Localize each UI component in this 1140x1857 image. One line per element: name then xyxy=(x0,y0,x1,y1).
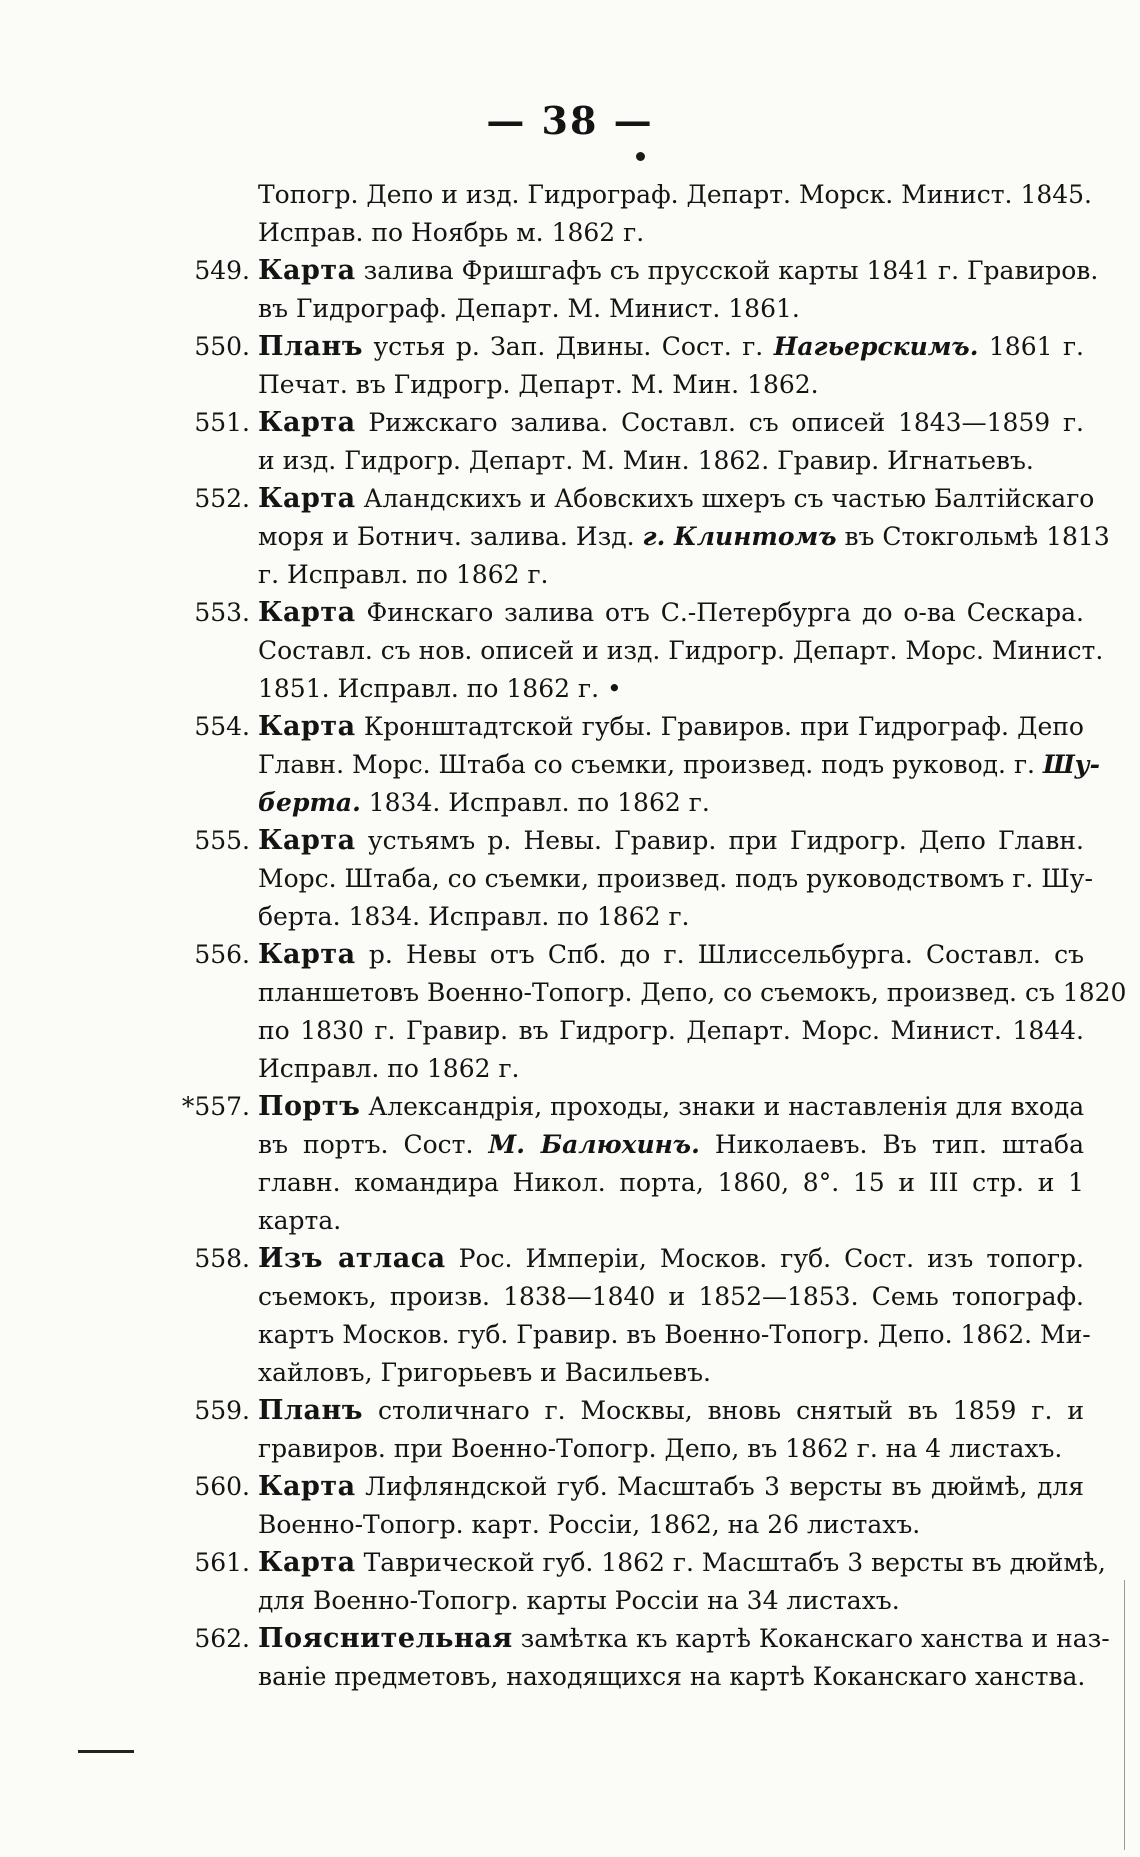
catalog-entry xyxy=(0,1620,1140,1696)
catalog-entry xyxy=(0,404,1140,480)
entry-lead-word: Карта xyxy=(258,939,356,970)
entry-number: 556. xyxy=(194,940,250,969)
entry-text: залива Фришгафъ съ прусской карты 1841 г. Гравиров. xyxy=(355,256,1099,285)
entry-text: главн. командира Никол. порта, 1860, 8°. 15 и III стр. и 1 xyxy=(258,1168,1084,1197)
entry-text: столичнаго г. Москвы, вновь снятый въ 1859 г. и xyxy=(363,1396,1084,1425)
entry-line xyxy=(258,1354,1084,1392)
entry-lead-word: Карта xyxy=(258,255,356,286)
entry-number: 552. xyxy=(194,484,250,513)
entry-number: *557. xyxy=(181,1092,250,1121)
entry-lead-word: Портъ xyxy=(258,1091,361,1122)
entry-text: 1851. Исправл. по 1862 г. • xyxy=(258,674,622,703)
entry-lead-word: Карта xyxy=(258,407,356,438)
entry-line xyxy=(258,746,1100,784)
entry-line xyxy=(258,1468,1084,1506)
entry-line xyxy=(258,860,1093,898)
entry-text: для Военно-Топогр. карты Россіи на 34 листахъ. xyxy=(258,1586,900,1615)
entry-text: въ Стокгольмѣ 1813 xyxy=(836,522,1110,551)
print-speck xyxy=(636,152,645,161)
entry-lead-word: Пояснительная xyxy=(258,1623,513,1654)
entry-line xyxy=(258,1392,1084,1430)
entry-text: замѣтка къ картѣ Коканскаго ханства и наз- xyxy=(512,1624,1110,1653)
entry-text: Кронштадтской губы. Гравиров. при Гидрограф. Депо xyxy=(355,712,1084,741)
entry-line xyxy=(258,1202,1084,1240)
entry-text: въ Гидрограф. Департ. М. Минист. 1861. xyxy=(258,294,800,323)
entry-text: Составл. съ нов. описей и изд. Гидрогр. Департ. Морс. Минист. xyxy=(258,636,1104,665)
entry-number: 559. xyxy=(194,1396,250,1425)
catalog-entry xyxy=(0,1392,1140,1468)
catalog-entry xyxy=(0,252,1140,328)
entry-lead-word: Карта xyxy=(258,597,356,628)
entry-line xyxy=(258,1012,1084,1050)
entry-text: Топогр. Депо и изд. Гидрограф. Департ. Морск. Минист. 1845. xyxy=(258,180,1093,209)
entry-line xyxy=(258,1088,1084,1126)
entry-line xyxy=(258,556,1084,594)
author-name: берта. xyxy=(258,788,361,817)
entry-line xyxy=(258,480,1095,518)
entry-text: Александрія, проходы, знаки и наставленія для входа xyxy=(360,1092,1085,1121)
author-name: г. Клинтомъ xyxy=(642,522,837,551)
entry-text: Исправ. по Ноябрь м. 1862 г. xyxy=(258,218,645,247)
entry-number: 555. xyxy=(194,826,250,855)
entry-text: Печат. въ Гидрогр. Департ. М. Мин. 1862. xyxy=(258,370,819,399)
entry-line xyxy=(258,328,1084,366)
entry-text: моря и Ботнич. залива. Изд. xyxy=(258,522,643,551)
entry-lead-word: Карта xyxy=(258,1547,356,1578)
entry-line xyxy=(258,176,1093,214)
catalog-entry xyxy=(0,328,1140,404)
catalog-entry xyxy=(0,1240,1140,1392)
entry-text: планшетовъ Военно-Топогр. Депо, со съемокъ, произвед. съ 1820 xyxy=(258,978,1127,1007)
entry-line xyxy=(258,518,1110,556)
entry-lead-word: Карта xyxy=(258,1471,356,1502)
entry-text: Главн. Морс. Штаба со съемки, произвед. подъ руковод. г. xyxy=(258,750,1043,779)
entry-text: съемокъ, произв. 1838—1840 и 1852—1853. Семь топограф. xyxy=(258,1282,1084,1311)
footer-rule xyxy=(78,1750,134,1753)
catalog-entry xyxy=(0,1468,1140,1544)
entry-text: Финскаго залива отъ С.-Петербурга до о-ва Сескара. xyxy=(355,598,1084,627)
entry-line xyxy=(258,822,1084,860)
entry-text: Военно-Топогр. карт. Россіи, 1862, на 26 листахъ. xyxy=(258,1510,921,1539)
entry-line xyxy=(258,1126,1084,1164)
entry-text: и изд. Гидрогр. Департ. М. Мин. 1862. Гравир. Игнатьевъ. xyxy=(258,446,1034,475)
entry-line xyxy=(258,1240,1084,1278)
entry-number: 561. xyxy=(194,1548,250,1577)
entry-line xyxy=(258,214,1084,252)
entry-lead-word: Планъ xyxy=(258,331,364,362)
entry-text: устья р. Зап. Двины. Сост. г. xyxy=(363,332,774,361)
entry-lead-word: Планъ xyxy=(258,1395,364,1426)
entry-lead-word: Изъ атласа xyxy=(258,1243,446,1274)
entry-number: 550. xyxy=(194,332,250,361)
entry-line xyxy=(258,784,1084,822)
entry-text: картъ Москов. губ. Гравир. въ Военно-Топогр. Депо. 1862. Ми- xyxy=(258,1320,1091,1349)
entry-line xyxy=(258,1620,1110,1658)
entry-line xyxy=(258,1164,1084,1202)
catalog-entry xyxy=(0,708,1140,822)
entry-text: Исправл. по 1862 г. xyxy=(258,1054,520,1083)
entry-line xyxy=(258,1050,1084,1088)
entry-text: гравиров. при Военно-Топогр. Депо, въ 1862 г. на 4 листахъ. xyxy=(258,1434,1063,1463)
entry-line xyxy=(258,1278,1084,1316)
entry-text: Николаевъ. Въ тип. штаба xyxy=(699,1130,1084,1159)
entry-line xyxy=(258,670,1084,708)
entry-text: р. Невы отъ Спб. до г. Шлиссельбурга. Составл. съ xyxy=(355,940,1084,969)
entry-number: 562. xyxy=(194,1624,250,1653)
author-name: М. Балюхинъ. xyxy=(488,1130,700,1159)
entry-text: Таврической губ. 1862 г. Масштабъ 3 версты въ дюймѣ, xyxy=(355,1548,1106,1577)
entry-line xyxy=(258,936,1084,974)
entry-line xyxy=(258,1506,1084,1544)
entry-line xyxy=(258,594,1084,632)
entry-lead-word: Карта xyxy=(258,825,356,856)
entry-line xyxy=(258,1544,1106,1582)
catalog-entry xyxy=(0,936,1140,1088)
entry-line xyxy=(258,1582,1084,1620)
entry-line xyxy=(258,974,1127,1012)
entry-line xyxy=(258,708,1084,746)
entry-text: 1861 г. xyxy=(978,332,1085,361)
author-name: Нагьерскимъ. xyxy=(773,332,979,361)
entry-line xyxy=(258,1658,1084,1696)
entry-text: Рижскаго залива. Составл. съ описей 1843—1859 г. xyxy=(355,408,1084,437)
entry-number: 549. xyxy=(194,256,250,285)
catalog-entry xyxy=(0,594,1140,708)
entry-text: г. Исправл. по 1862 г. xyxy=(258,560,549,589)
entry-line xyxy=(258,404,1084,442)
entry-lead-word: Карта xyxy=(258,483,356,514)
catalog-entry xyxy=(0,1544,1140,1620)
catalog-entry xyxy=(0,1088,1140,1240)
catalog-entry xyxy=(0,822,1140,936)
entry-text: Морс. Штаба, со съемки, произвед. подъ руководствомъ г. Шу- xyxy=(258,864,1093,893)
entry-line xyxy=(258,442,1084,480)
entry-text: берта. 1834. Исправл. по 1862 г. xyxy=(258,902,690,931)
catalog-entry xyxy=(0,480,1140,594)
page-number: — 38 — xyxy=(486,98,654,143)
entry-line xyxy=(258,252,1099,290)
entry-number: 560. xyxy=(194,1472,250,1501)
entry-text: по 1830 г. Гравир. въ Гидрогр. Департ. Морс. Минист. 1844. xyxy=(258,1016,1084,1045)
entry-line xyxy=(258,1430,1084,1468)
entry-text: 1834. Исправл. по 1862 г. xyxy=(360,788,710,817)
entry-line xyxy=(258,898,1084,936)
entry-text: въ портъ. Сост. xyxy=(258,1130,489,1159)
entry-line xyxy=(258,1316,1091,1354)
entry-text: хайловъ, Григорьевъ и Васильевъ. xyxy=(258,1358,711,1387)
page-edge-line xyxy=(1124,1580,1125,1850)
entry-line xyxy=(258,366,1084,404)
entry-number: 551. xyxy=(194,408,250,437)
entry-line xyxy=(258,632,1104,670)
entry-text: Рос. Имперіи, Москов. губ. Сост. изъ топогр. xyxy=(445,1244,1084,1273)
entry-number: 558. xyxy=(194,1244,250,1273)
entry-number: 553. xyxy=(194,598,250,627)
entry-lead-word: Карта xyxy=(258,711,356,742)
entry-text: Аландскихъ и Абовскихъ шхеръ съ частью Балтійскаго xyxy=(355,484,1095,513)
author-name: Шу- xyxy=(1042,750,1100,779)
entry-text: Лифляндской губ. Масштабъ 3 версты въ дюймѣ, для xyxy=(355,1472,1084,1501)
entry-number: 554. xyxy=(194,712,250,741)
entry-text: устьямъ р. Невы. Гравир. при Гидрогр. Депо Главн. xyxy=(355,826,1084,855)
catalog-entries xyxy=(0,176,1140,1696)
entry-text: ваніе предметовъ, находящихся на картѣ Коканскаго ханства. xyxy=(258,1662,1086,1691)
catalog-entry xyxy=(0,176,1140,252)
entry-text: карта. xyxy=(258,1206,342,1235)
entry-line xyxy=(258,290,1084,328)
